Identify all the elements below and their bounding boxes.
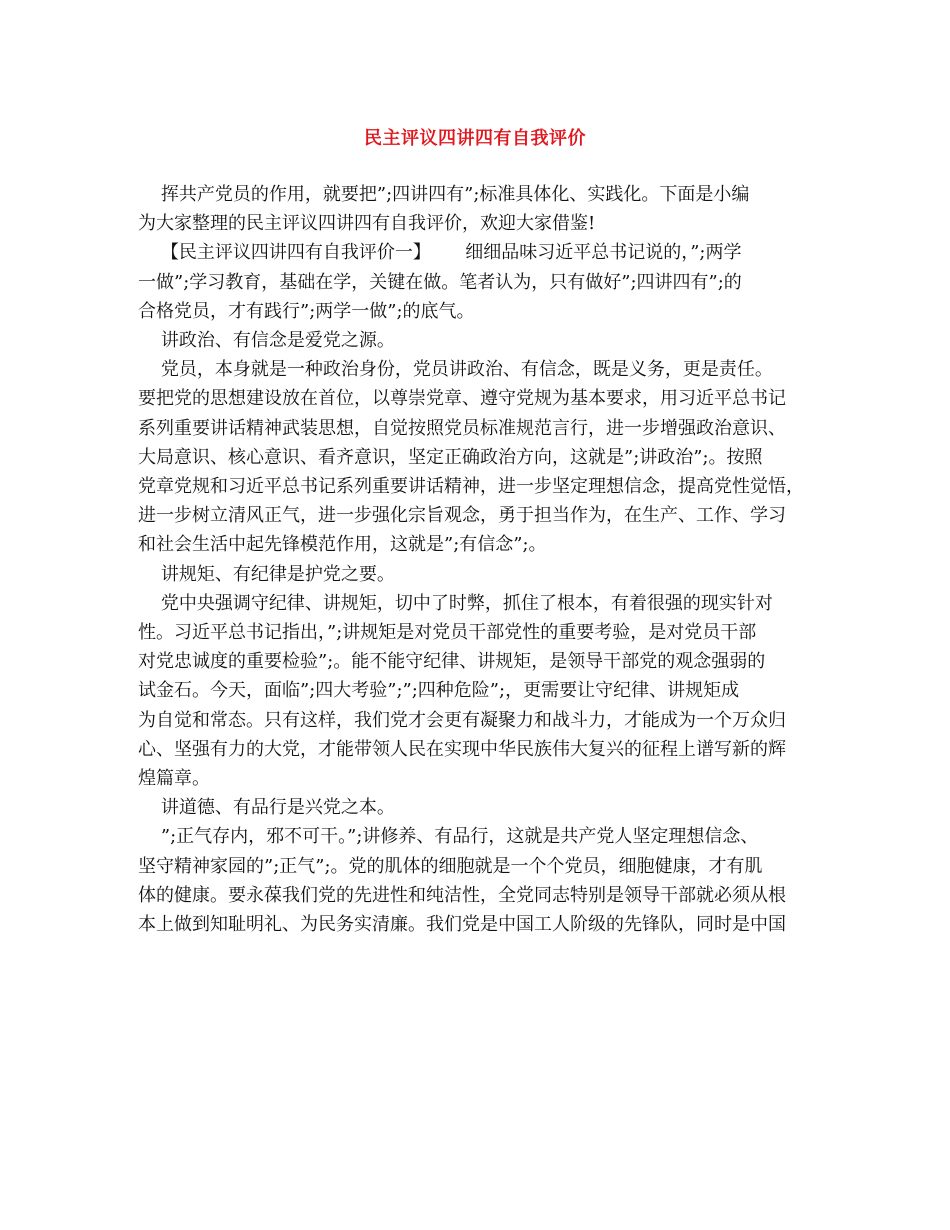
body-line: 要把党的思想建设放在首位，以尊崇党章、遵守党规为基本要求，用习近平总书记 [138,388,786,410]
body-line: 坚守精神家园的”;正气”;。党的肌体的细胞就是一个个党员，细胞健康，才有肌 [138,855,763,877]
body-line: 试金石。今天，面临”;四大考验”;”;四种危险”;，更需要让守纪律、讲规矩成 [138,680,740,702]
body-line: 【民主评议四讲四有自我评价一】 细细品味习近平总书记说的，”;两学 [138,242,742,264]
body-line: 讲政治、有信念是爱党之源。 [138,330,395,352]
body-line: 讲规矩、有纪律是护党之要。 [138,563,395,585]
body-line: 合格党员，才有践行”;两学一做”;的底气。 [138,300,475,322]
document-title: 民主评议四讲四有自我评价 [364,128,586,149]
body-line: 一做”;学习教育，基础在学，关键在做。笔者认为，只有做好”;四讲四有”;的 [138,271,742,293]
body-line: 挥共产党员的作用，就要把”;四讲四有”;标准具体化、实践化。下面是小编 [138,184,750,205]
body-line: 对党忠诚度的重要检验”;。能不能守纪律、讲规矩，是领导干部党的观念强弱的 [138,651,766,673]
body-line: 性。习近平总书记指出，”;讲规矩是对党员干部党性的重要考验，是对党员干部 [138,622,757,644]
body-line: 和社会生活中起先锋模范作用，这就是”;有信念”;。 [138,534,547,556]
body-line: 本上做到知耻明礼、为民务实清廉。我们党是中国工人阶级的先锋队，同时是中国 [138,914,786,936]
body-line: 系列重要讲话精神武装思想，自觉按照党员标准规范言行，进一步增强政治意识、 [138,417,786,439]
body-line: 心、坚强有力的大党，才能带领人民在实现中华民族伟大复兴的征程上谱写新的辉 [138,738,786,760]
body-line: 煌篇章。 [138,768,210,790]
body-line: ”;正气存内，邪不可干。”;讲修养、有品行，这就是共产党人坚定理想信念、 [138,826,759,848]
body-line: 讲道德、有品行是兴党之本。 [138,797,395,819]
body-line: 为大家整理的民主评议四讲四有自我评价，欢迎大家借鉴! [138,213,596,235]
body-line: 为自觉和常态。只有这样，我们党才会更有凝聚力和战斗力，才能成为一个万众归 [138,709,786,731]
body-line: 党中央强调守纪律、讲规矩，切中了时弊，抓住了根本，有着很强的现实针对 [138,592,773,614]
body-line: 党章党规和习近平总书记系列重要讲话精神，进一步坚定理想信念，提高党性觉悟， [138,476,804,498]
body-line: 体的健康。要永葆我们党的先进性和纯洁性，全党同志特别是领导干部就必须从根 [138,884,786,906]
body-line: 党员，本身就是一种政治身份，党员讲政治、有信念，既是义务，更是责任。 [138,359,773,381]
body-line: 进一步树立清风正气，进一步强化宗旨观念，勇于担当作为，在生产、工作、学习 [138,505,786,527]
document-body [138,180,818,939]
body-line: 大局意识、核心意识、看齐意识，坚定正确政治方向，这就是”;讲政治”;。按照 [138,446,763,468]
